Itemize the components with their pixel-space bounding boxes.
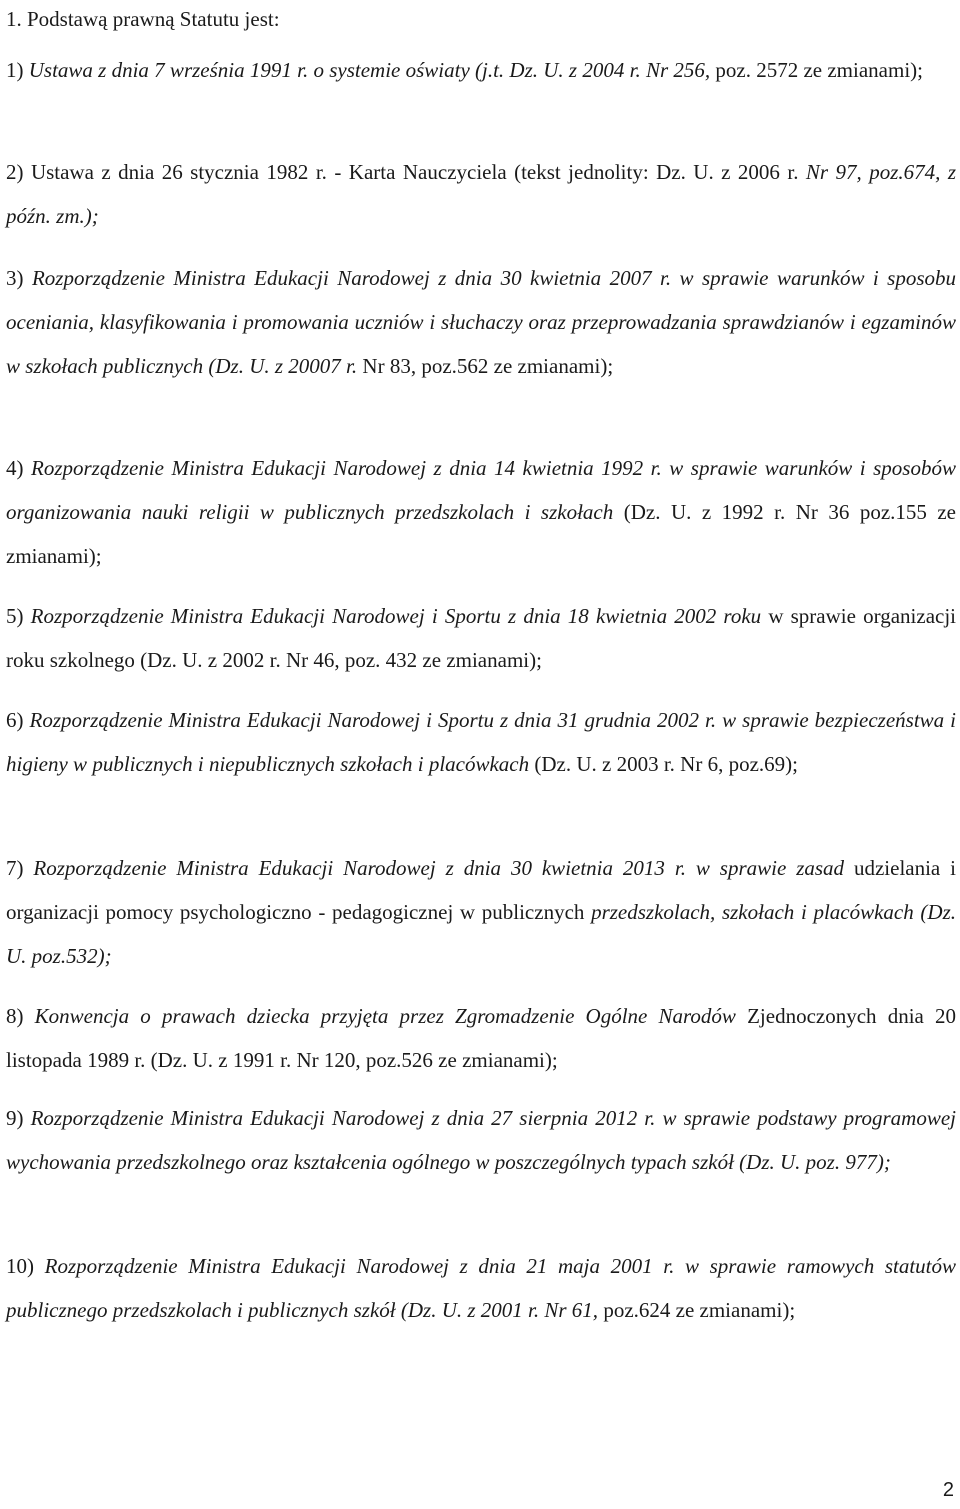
item-text-line: przedszkolach, szkołach i placówkach (Dz. U. poz.532); <box>6 900 956 968</box>
item-text-line: warunków i sposobów organizowania nauki religii w publicznych przedszkolach i szkołach <box>6 456 956 524</box>
item-number: 8) <box>6 1004 35 1028</box>
item-number: 1) <box>6 58 29 82</box>
item-text-line: w sprawie bezpieczeństwa i higieny w publicznych i niepublicznych szkołach i placówkach <box>6 708 956 776</box>
item-text-line: Ustawa z dnia 26 stycznia 1982 r. - Karta Nauczyciela (tekst jednolity: Dz. U. z 2006 r. <box>30 160 806 184</box>
list-item <box>6 846 956 978</box>
item-text-line: poz.624 ze zmianami); <box>603 1298 796 1322</box>
item-text-line: Nr 83, poz.562 ze zmianami); <box>362 354 614 378</box>
list-item <box>6 1244 956 1332</box>
item-text-line: Rozporządzenie Ministra Edukacji Narodowej i Sportu z dnia 31 grudnia 2002 r. <box>29 708 723 732</box>
item-text-line: (Dz. U. z 2003 r. Nr 6, poz.69); <box>534 752 798 776</box>
section-heading: 1. Podstawą prawną Statutu jest: <box>6 7 280 31</box>
item-number: 2) <box>6 160 31 184</box>
item-text-line: w sprawie organizacji roku szkolnego (Dz. U. z 2002 r. Nr 46, poz. 432 ze zmianami); <box>6 604 957 672</box>
item-text-line: Zjednoczonych dnia 20 listopada 1989 r. (Dz. U. z 1991 r. Nr 120, poz.526 ze zmianami); <box>6 1004 956 1072</box>
item-text-line: ramowych statutów publicznego przedszkolach i publicznych szkół (Dz. U. z 2001 r. Nr 61, <box>6 1254 957 1322</box>
list-item <box>6 150 956 238</box>
item-text-line: Rozporządzenie Ministra Edukacji Narodowej i Sportu z dnia 18 kwietnia 2002 roku <box>30 604 769 628</box>
item-text-line: w poszczególnych typach szkół (Dz. U. poz. 977); <box>475 1150 891 1174</box>
list-item <box>6 1096 956 1184</box>
item-text-line: Rozporządzenie Ministra Edukacji Narodowej z dnia 21 maja 2001 r. w sprawie <box>44 1254 787 1278</box>
item-number: 5) <box>6 604 31 628</box>
item-text-line: poz. 2572 ze zmianami); <box>715 58 923 82</box>
item-number: 6) <box>6 708 30 732</box>
item-number: 3) <box>6 266 32 290</box>
list-item <box>6 48 956 92</box>
item-text-line: Rozporządzenie Ministra Edukacji Narodowej z dnia 14 kwietnia 1992 r. w sprawie <box>31 456 765 480</box>
list-item <box>6 994 956 1082</box>
list-item <box>6 698 956 786</box>
item-number: 10) <box>6 1254 45 1278</box>
item-text-line: Nr 97, poz.674, z późn. zm.); <box>6 160 956 228</box>
item-text-line: udzielania i organizacji pomocy psychologiczno - pedagogicznej w publicznych <box>6 856 957 924</box>
list-item <box>6 446 956 578</box>
item-text-line: przeprowadzania sprawdzianów i egzaminów w szkołach publicznych (Dz. U. z 20007 r. <box>6 310 956 378</box>
item-number: 4) <box>6 456 31 480</box>
item-text-line: podstawy programowej wychowania przedszkolnego oraz kształcenia ogólnego <box>6 1106 957 1174</box>
item-text-line: (Dz. U. z 1992 r. Nr 36 poz.155 ze zmianami); <box>6 500 957 568</box>
page-number: 2 <box>942 1479 954 1501</box>
list-item <box>6 594 956 682</box>
item-text-line: Rozporządzenie Ministra Edukacji Narodowej z dnia 27 sierpnia 2012 r. w sprawie <box>30 1106 758 1130</box>
item-number: 7) <box>6 856 34 880</box>
item-text-line: Konwencja o prawach dziecka przyjęta przez Zgromadzenie Ogólne Narodów <box>34 1004 748 1028</box>
item-text-line: Rozporządzenie Ministra Edukacji Narodowej z dnia 30 kwietnia 2007 r. w sprawie <box>31 266 777 290</box>
item-text-line: Rozporządzenie Ministra Edukacji Narodowej z dnia 30 kwietnia 2013 r. w sprawie zasad <box>33 856 854 880</box>
item-text-line: warunków i sposobu oceniania, klasyfikowania i promowania uczniów i słuchaczy oraz <box>6 266 957 334</box>
item-number: 9) <box>6 1106 31 1130</box>
list-item <box>6 256 956 388</box>
item-text-line: Ustawa z dnia 7 września 1991 r. o systemie oświaty (j.t. Dz. U. z 2004 r. Nr 256, <box>28 58 716 82</box>
